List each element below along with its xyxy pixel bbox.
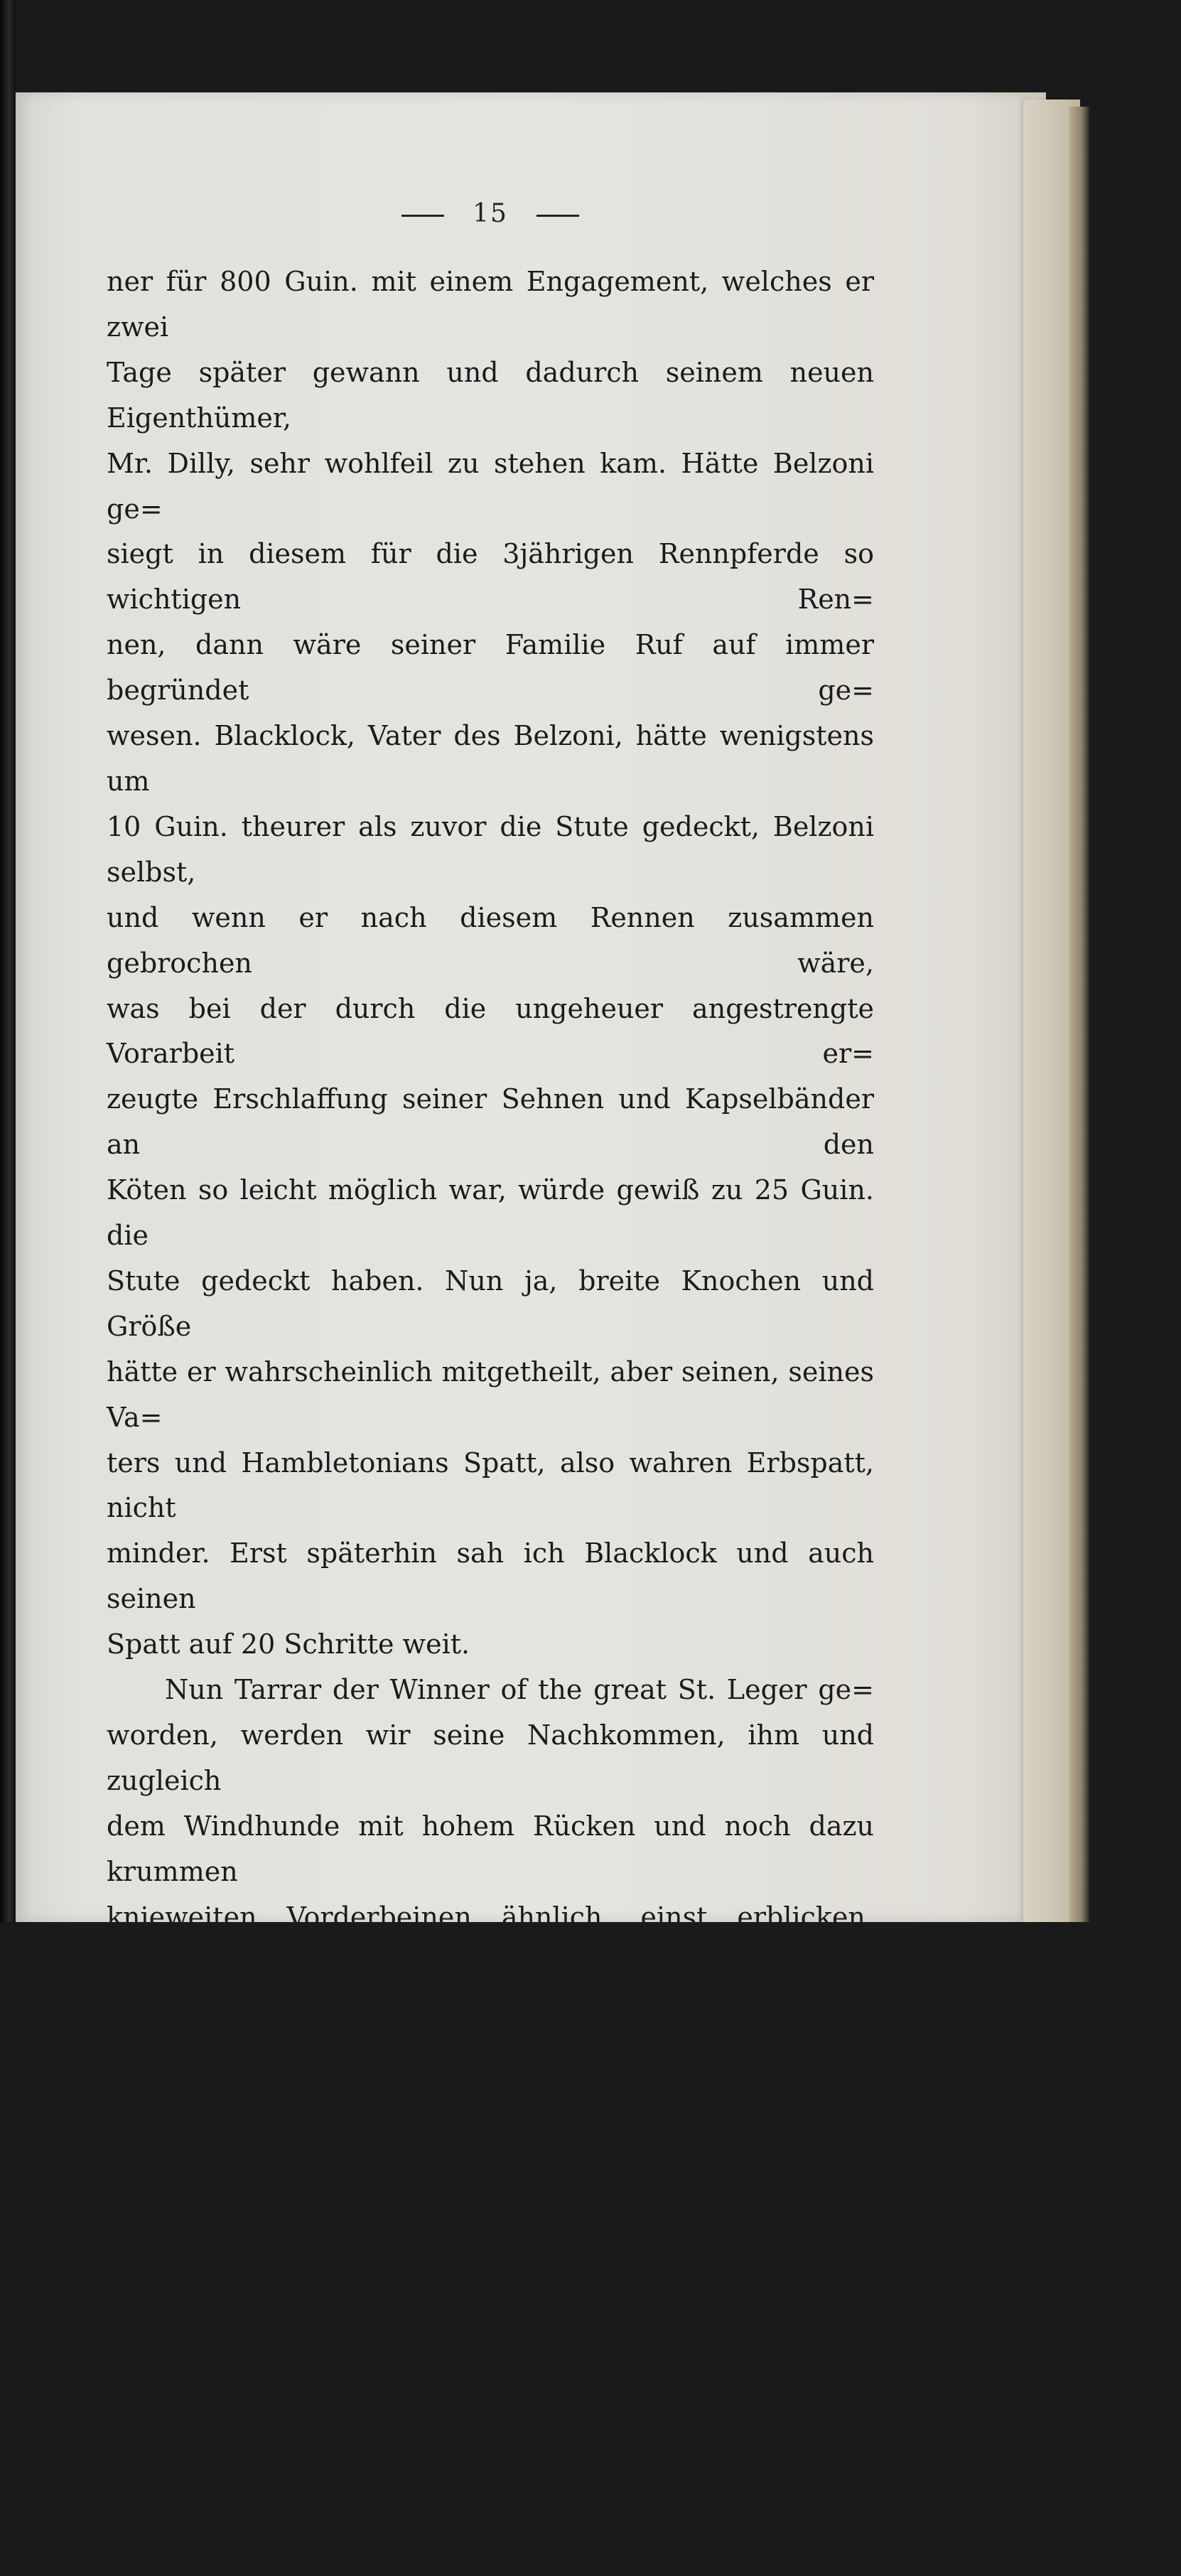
text-line: Nun Tarrar der Winner of the great St. Leger ge= xyxy=(165,1674,874,1706)
page-edge-shadow xyxy=(1069,107,1089,1922)
text-line: Stute gedeckt haben. Nun ja, breite Knochen und Größe xyxy=(107,1265,874,1342)
text-line: Tage später gewann und dadurch seinem neuen Eigenthümer, xyxy=(107,356,874,434)
text-line: lich gemacht habe, denn wäre der Boden trocken und hart xyxy=(107,2174,874,2250)
text-line: 10 Guin. theurer als zuvor die Stute gedeckt, Belzoni selbst, xyxy=(107,810,874,888)
text-line: So geht's nun fort und fort, mit jener einzigen Forde= xyxy=(107,2309,874,2387)
folio-dash-right xyxy=(536,215,579,217)
text-line: ner für 800 Guin. mit einem Engagement, welches er zwei xyxy=(107,266,874,343)
text-line: minder. Erst späterhin sah ich Blacklock und auch seinen xyxy=(107,1537,874,1615)
text-line: dem Windhunde mit hohem Rücken und noch dazu krummen xyxy=(107,1810,874,1887)
page-content xyxy=(107,199,874,2576)
body-text xyxy=(107,259,874,2576)
text-line: Spatt auf 20 Schritte weit. xyxy=(107,1628,470,1660)
text-line: Köten so leicht möglich war, würde gewiß zu 25 Guin. die xyxy=(107,1174,874,1252)
text-line: nen, dann wäre seiner Familie Ruf auf immer begründet ge= xyxy=(107,629,874,707)
page-number-text: 15 xyxy=(473,199,508,228)
text-line: durch starken Regen erweichte Renngrund seinen Lauf mög= xyxy=(107,2083,874,2160)
text-line: Vollblutpferden in England auf den Gewinn eines Kings- xyxy=(107,2491,874,2569)
text-line: siegt in diesem für die 3jährigen Rennpferde so wichtigen Ren= xyxy=(107,538,874,616)
text-line: Mr. Dilly, sehr wohlfeil zu stehen kam. Hätte Belzoni ge= xyxy=(107,447,874,525)
page-number xyxy=(107,199,874,228)
text-line: was bei der durch die ungeheuer angestrengte Vorarbeit er= xyxy=(107,992,874,1070)
text-line: zeugte Erschlaffung seiner Sehnen und Kapselbänder an den xyxy=(107,1083,874,1161)
text-line: knieweiten Vorderbeinen ähnlich, einst erblicken. Dabei hat xyxy=(107,1901,874,1978)
text-line: ters und Hambletonians Spatt, also wahren Erbspatt, nicht xyxy=(107,1447,874,1524)
text-line: Ehedem war das höchste Streben der Züchter von xyxy=(165,2446,874,2478)
text-line: worden, werden wir seine Nachkommen, ihm und zugleich xyxy=(107,1719,874,1796)
text-line: er so schlechte Hüfe, daß man dort bemerkte, wie nur der xyxy=(107,1992,874,2069)
book-spine xyxy=(0,0,16,1922)
text-line: rung: — Schnelligkeit in frühster Jugend. — xyxy=(107,2400,708,2432)
text-line: und wenn er nach diesem Rennen zusammen gebrochen wäre, xyxy=(107,901,874,979)
folio-dash-left xyxy=(401,215,444,217)
text-line: wesen. Blacklock, Vater des Belzoni, hätte wenigstens um xyxy=(107,720,874,797)
text-line: gewesen, so hätte Tarrar nie gewinnen können. xyxy=(107,2264,759,2296)
text-line: hätte er wahrscheinlich mitgetheilt, aber seinen, seines Va= xyxy=(107,1356,874,1433)
